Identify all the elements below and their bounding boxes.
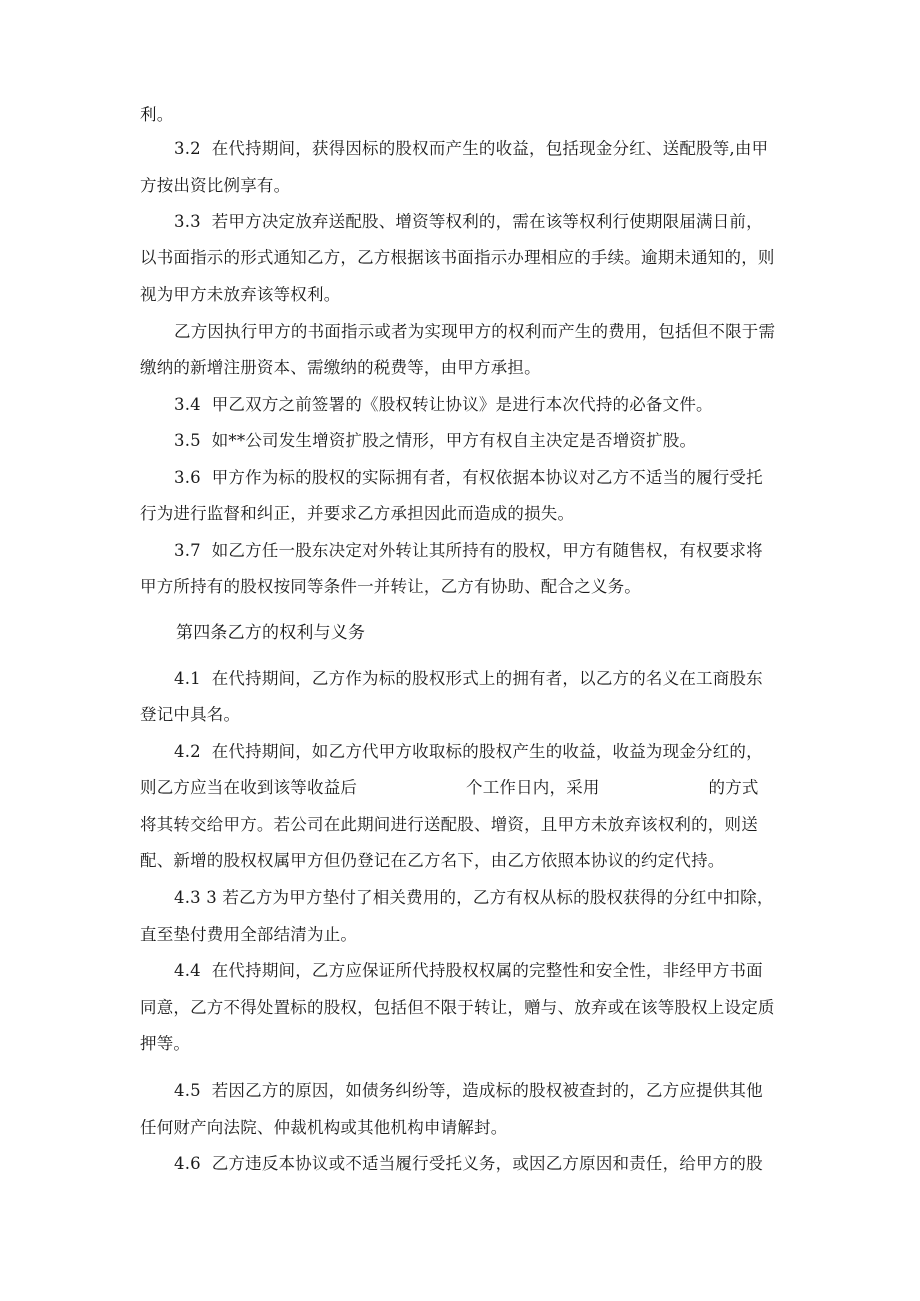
text-line: 视为甲方未放弃该等权利。: [140, 285, 341, 304]
paragraph-expenses: 乙方因执行甲方的书面指示或者为实现甲方的权利而产生的费用，包括但不限于需: [174, 322, 776, 341]
clause-4-1: 4.1 在代持期间，乙方作为标的股权形式上的拥有者，以乙方的名义在工商股东: [174, 669, 763, 688]
text-line: 同意，乙方不得处置标的股权，包括但不限于转让，赠与、放弃或在该等股权上设定质: [140, 998, 775, 1017]
text-line: 直至垫付费用全部结清为止。: [140, 925, 358, 944]
text-line: 任何财产向法院、仲裁机构或其他机构申请解封。: [140, 1118, 508, 1137]
clause-3-4: 3.4 甲乙双方之前签署的《股权转让协议》是进行本次代持的必备文件。: [174, 395, 713, 414]
clause-3-6: 3.6 甲方作为标的股权的实际拥有者，有权依据本协议对乙方不适当的履行受托: [174, 468, 763, 487]
text-line: 利。: [140, 105, 174, 124]
clause-4-3: 4.3 3 若乙方为甲方垫付了相关费用的，乙方有权从标的股权获得的分红中扣除，: [174, 888, 774, 907]
clause-3-2: 3.2 在代持期间，获得因标的股权而产生的收益，包括现金分红、送配股等,由甲: [174, 139, 769, 158]
clause-4-5: 4.5 若因乙方的原因，如债务纠纷等，造成标的股权被查封的，乙方应提供其他: [174, 1081, 763, 1100]
clause-4-6: 4.6 乙方违反本协议或不适当履行受托义务，或因乙方原因和责任，给甲方的股: [174, 1154, 763, 1173]
text-line: 方按出资比例享有。: [140, 176, 291, 195]
clause-4-4: 4.4 在代持期间，乙方应保证所代持股权权属的完整性和安全性，非经甲方书面: [174, 961, 763, 980]
text-line: 甲方所持有的股权按同等条件一并转让，乙方有协助、配合之义务。: [140, 577, 641, 596]
text-line: 以书面指示的形式通知乙方，乙方根据该书面指示办理相应的手续。逾期未通知的，则: [140, 248, 775, 267]
clause-3-3: 3.3 若甲方决定放弃送配股、增资等权利的，需在该等权利行使期限届满日前，: [174, 212, 763, 231]
text-line: 缴纳的新增注册资本、需缴纳的税费等，由甲方承担。: [140, 358, 541, 377]
text-line: 押等。: [140, 1034, 191, 1053]
text-line: 将其转交给甲方。若公司在此期间进行送配股、增资，且甲方未放弃该权利的，则送: [140, 815, 758, 834]
clause-4-2: 4.2 在代持期间，如乙方代甲方收取标的股权产生的收益，收益为现金分红的，: [174, 742, 763, 761]
text-line: 行为进行监督和纠正，并要求乙方承担因此而造成的损失。: [140, 504, 575, 523]
text-line: 配、新增的股权权属甲方但仍登记在乙方名下，由乙方依照本协议的约定代持。: [140, 851, 725, 870]
clause-3-5: 3.5 如**公司发生增资扩股之情形，甲方有权自主决定是否增资扩股。: [174, 431, 697, 450]
section-heading: 第四条乙方的权利与义务: [176, 623, 366, 643]
text-line: 则乙方应当在收到该等收益后 个工作日内，采用 的方式: [140, 778, 759, 797]
clause-3-7: 3.7 如乙方任一股东决定对外转让其所持有的股权，甲方有随售权，有权要求将: [174, 541, 763, 560]
text-line: 登记中具名。: [140, 705, 241, 724]
